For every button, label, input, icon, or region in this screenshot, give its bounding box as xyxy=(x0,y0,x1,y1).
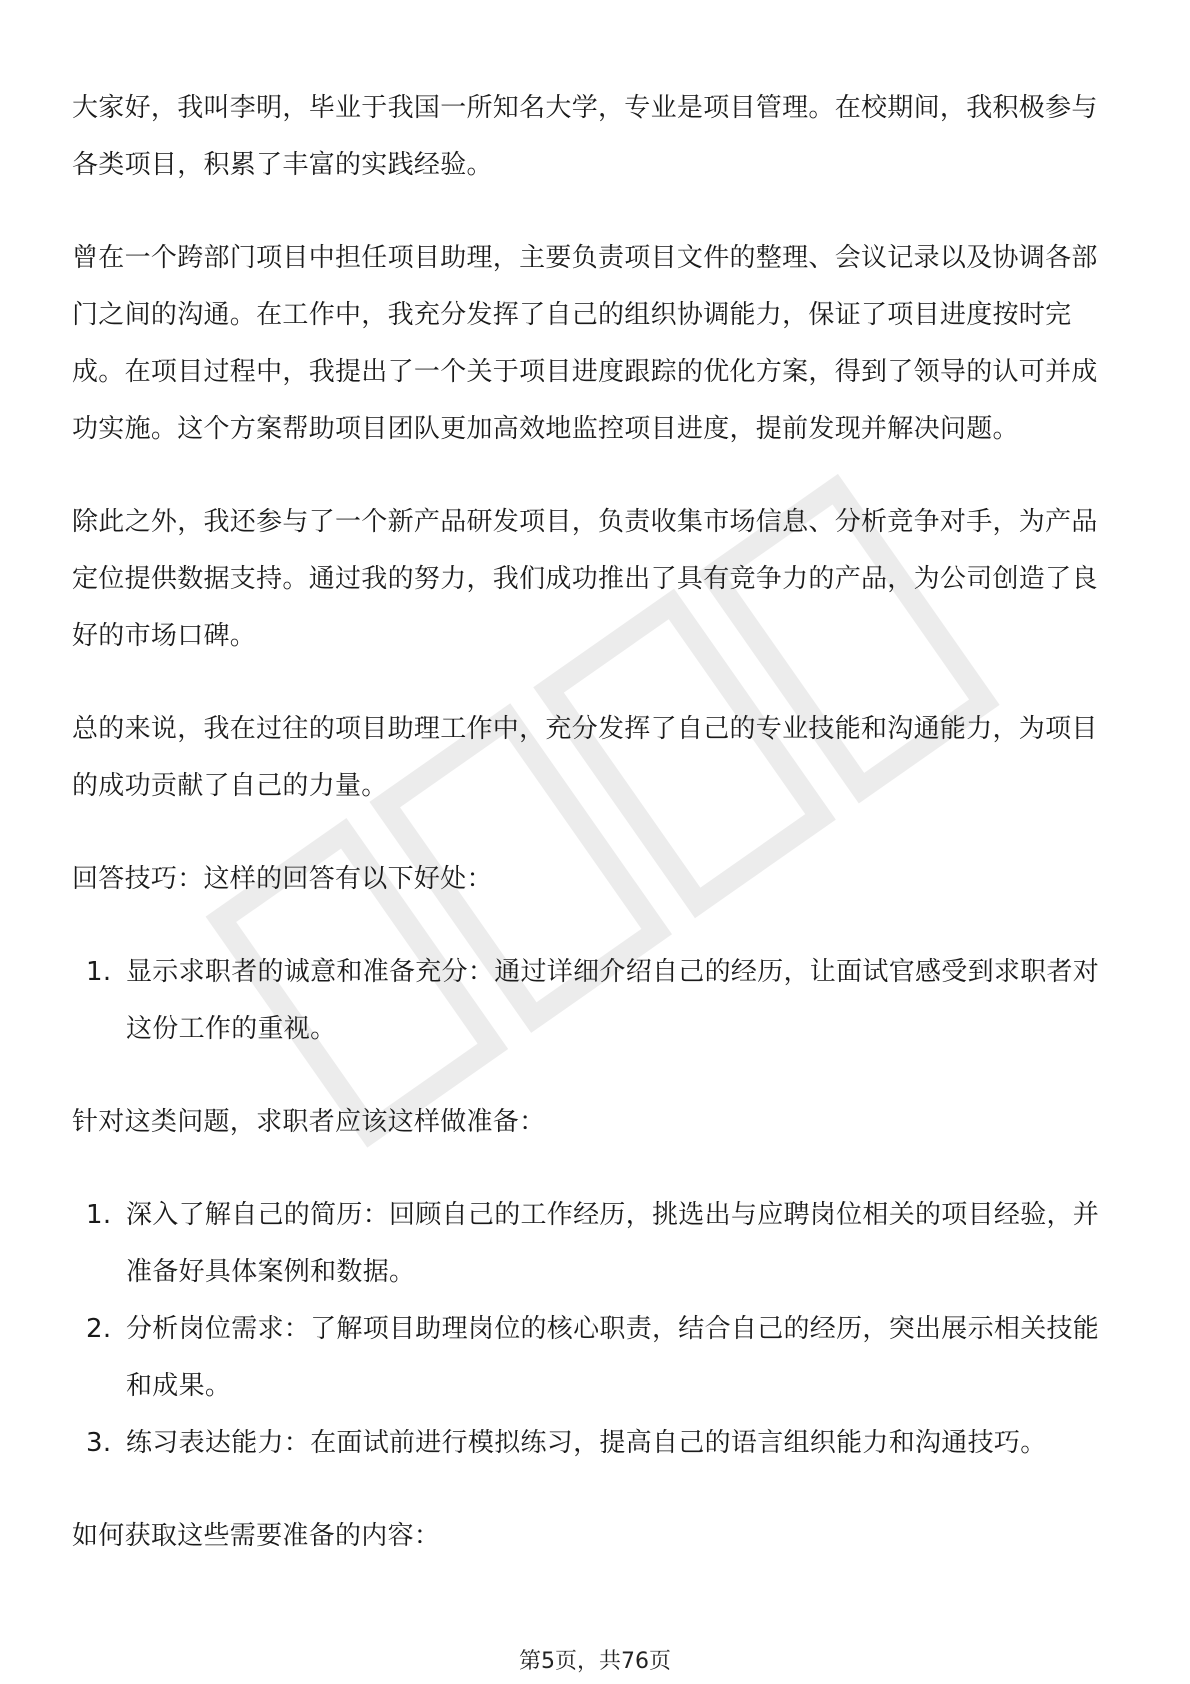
list-item-text: 分析岗位需求：了解项目助理岗位的核心职责，结合自己的经历，突出展示相关技能和成果。 xyxy=(126,1314,1100,1401)
experience-paragraph: 曾在一个跨部门项目中担任项目助理，主要负责项目文件的整理、会议记录以及协调各部门之间的沟通。在工作中，我充分发挥了自己的组织协调能力，保证了项目进度按时完成。在项目过程中，我提出了一个关于项目进度跟踪的优化方案，得到了领导的认可并成功实施。这个方案帮助项目团队更加高效地监控项目进度，提前发现并解决问题。 xyxy=(72,243,1098,444)
summary-paragraph: 总的来说，我在过往的项目助理工作中，充分发挥了自己的专业技能和沟通能力，为项目的成功贡献了自己的力量。 xyxy=(72,714,1098,801)
list-item-number: 2. xyxy=(86,1314,112,1344)
list-item xyxy=(72,1415,1117,1472)
preparation-list xyxy=(72,1187,1117,1472)
preparation-heading: 针对这类问题，求职者应该这样做准备： xyxy=(72,1107,546,1137)
list-item-number: 1. xyxy=(86,957,112,987)
product-project-paragraph: 除此之外，我还参与了一个新产品研发项目，负责收集市场信息、分析竞争对手，为产品定位提供数据支持。通过我的努力，我们成功推出了具有竞争力的产品，为公司创造了良好的市场口碑。 xyxy=(72,507,1098,651)
list-item-number: 3. xyxy=(86,1428,112,1458)
answer-tips-heading: 回答技巧：这样的回答有以下好处： xyxy=(72,864,493,894)
list-item xyxy=(72,1187,1117,1301)
list-item xyxy=(72,944,1117,1058)
benefits-list xyxy=(72,944,1117,1058)
list-item-number: 1. xyxy=(86,1200,112,1230)
list-item-text: 深入了解自己的简历：回顾自己的工作经历，挑选出与应聘岗位相关的项目经验，并准备好具体案例和数据。 xyxy=(126,1200,1100,1287)
list-item xyxy=(72,1301,1117,1415)
list-item-text: 显示求职者的诚意和准备充分：通过详细介绍自己的经历，让面试官感受到求职者对这份工作的重视。 xyxy=(126,957,1100,1044)
closing-heading: 如何获取这些需要准备的内容： xyxy=(72,1521,441,1551)
document-body xyxy=(72,80,1117,1601)
intro-paragraph: 大家好，我叫李明，毕业于我国一所知名大学，专业是项目管理。在校期间，我积极参与各类项目，积累了丰富的实践经验。 xyxy=(72,93,1098,180)
page-number-footer: 第5页，共76页 xyxy=(519,1649,671,1674)
list-item-text: 练习表达能力：在面试前进行模拟练习，提高自己的语言组织能力和沟通技巧。 xyxy=(126,1428,1047,1458)
